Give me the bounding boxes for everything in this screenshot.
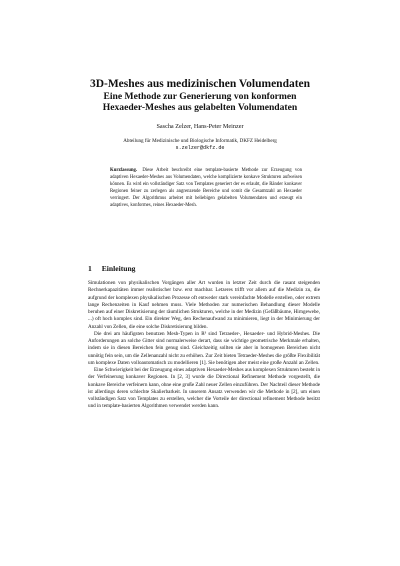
paper-title: 3D-Meshes aus medizinischen Volumendaten bbox=[89, 78, 311, 90]
abstract bbox=[110, 168, 302, 209]
abstract-label: Kurzfassung. bbox=[110, 168, 138, 173]
subtitle-line-1: Eine Methode zur Generierung von konformen bbox=[103, 91, 297, 102]
paragraph: Die drei am häufigsten benutzen Mesh-Typen in R³ sind Tetraeder-, Hexaeder- und Hybrid-Meshes. Die Anforderungen an solche Gitter sind normalerweise derart, dass sie wichtige geometrische Merkmale erhalten, indem sie in diesen Bereichen fein genug sind. Gleichzeitig sollten sie aber in homogenen Bereichen nicht unnötig fein sein, um die Zellenanzahl nicht zu erhöhen. Zur Zeit bieten Tetraeder-Meshes die größte Flexibilität um komplexe Daten volloautomatisch zu modellieren [1]. Sie benötigen aber meist eine große Anzahl an Zellen. bbox=[88, 330, 320, 366]
email-link[interactable]: s.zelzer@dkfz.de bbox=[175, 145, 225, 152]
authors: Sascha Zelzer, Hans-Peter Meinzer bbox=[156, 123, 244, 130]
subtitle-line-2: Hexaeder-Meshes aus gelabelten Volumendaten bbox=[102, 102, 298, 113]
affiliation: Abteilung für Medizinische und Biologische Informatik, DKFZ Heidelberg bbox=[123, 138, 277, 144]
section-title: Einleitung bbox=[101, 264, 136, 273]
abstract-text: Diese Arbeit beschreibt eine template-basierte Methode zur Erzeugung von adaptiven Hexaeder-Meshes aus Volumendaten, welche komplizierte konkave Strukturen aufweisen können. Es wird ein vollständiger Satz von Templates generiert der es erlaubt, die Ränder konkaver Regionen feiner zu zerlegen als angrenzende Bereiche und somit die Gesamtzahl an Hexaeder verringert. Der Algorithmus arbeitet mit beliebigen gelabelten Volumendaten und erzeugt ein adaptives, konformes, reines Hexaeder-Mesh. bbox=[110, 168, 302, 208]
paragraph: Eine Schwierigkeit bei der Erzeugung eines adaptiven Hexaeder-Meshes aus komplexen Strukturen besteht in der Verfeinerung konkaver Regionen. In [2, 3] wurde die Directional Refinement Methode vorgestellt, die konkave Bereiche verfeinern kann, ohne eine große Zahl neuer Zellen einzuführen. Der Nachteil dieser Methode ist allerdings deren schlechte Skalierbarkeit. In unserem Ansatz verwenden wir die Methode in [2], um einen vollständigen Satz von Templates zu erstellen, welcher die Vorteile der directional refinement Methode besitzt und in template-basierten Algorithmen verwendet werden kann. bbox=[88, 367, 321, 410]
paper-subtitle bbox=[60, 91, 340, 113]
section-heading bbox=[88, 264, 328, 273]
section-number: 1 bbox=[88, 264, 92, 273]
body-text bbox=[88, 280, 320, 411]
affiliation-block bbox=[40, 138, 360, 152]
paragraph: Simulationen von physikalischen Vorgängen aller Art wurden in letzter Zeit durch die rasant steigenden Rechnerkapazitäten immer realistischer bzw. erst machbar. Letzeres trifft vor allem auf die Medizin zu, die aufgrund der komplexen physikalischen Prozesse oft entweder stark vereinfachte Modelle erstellen, oder extrem lange Rechenzeiten in Kauf nehmen muss. Viele Methoden zur numerischen Behandlung dieser Modelle beruhen auf einer Diskretisierung der räumlichen Strukturen, welche in der Medizin (Gefäßbäume, Hirngewebe, ...) oft hoch komplex sind. Ein direkter Weg, den Rechenaufwand zu minimieren, liegt in der Minimierung der Anzahl von Zellen, die eine solche Diskretisierung bilden. bbox=[88, 280, 320, 330]
